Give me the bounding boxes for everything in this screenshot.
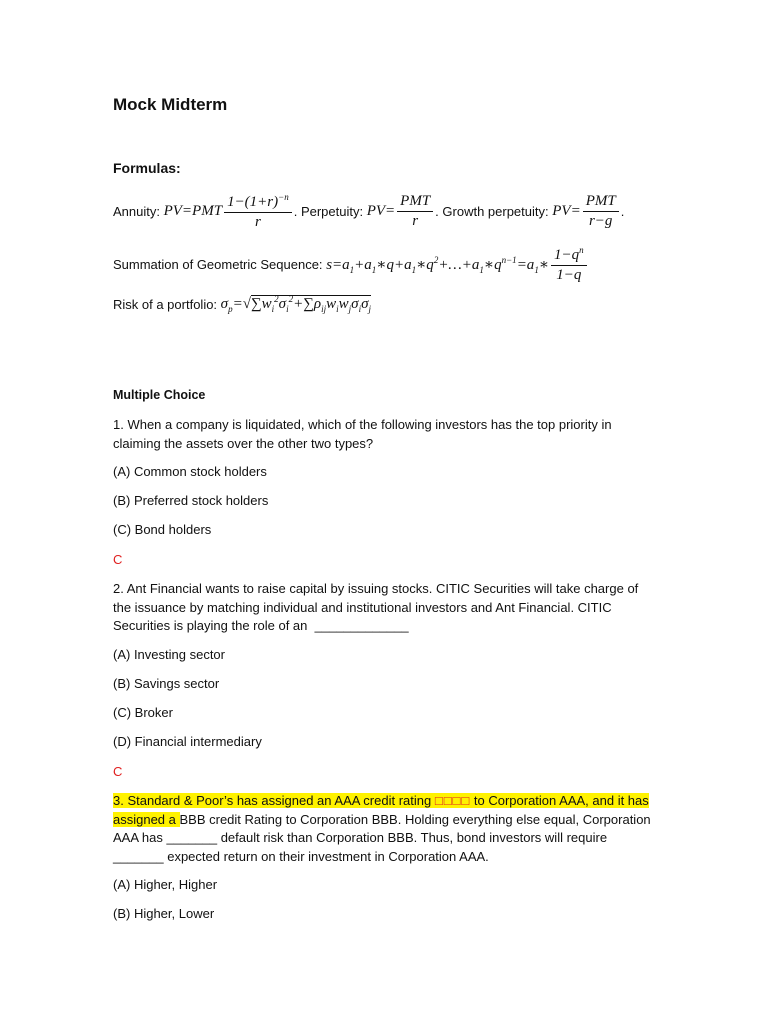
question-2 [113, 580, 658, 636]
multiple-choice-heading: Multiple Choice [113, 388, 206, 402]
q3-option-a: (A) Higher, Higher [113, 877, 218, 892]
page-title: Mock Midterm [113, 95, 228, 114]
growth-fraction: $\frac{\text{PMT}}{r-g}$ [583, 193, 619, 230]
q1-answer: C [113, 552, 123, 567]
geometric-label: Summation of Geometric Sequence: [113, 257, 323, 272]
geometric-formula: $s=a_1+a_1∗q+a_1∗q^2+\dots+a_1∗q^{n-1}=a_1∗$ [326, 254, 550, 275]
q2-answer: C [113, 764, 123, 779]
growth-perpetuity-label: . Growth perpetuity: [435, 204, 549, 219]
q2-option-c: (C) Broker [113, 705, 173, 720]
question-3-rest: BBB credit Rating to Corporation BBB. Holding everything else equal, Corporation AAA has _______ default risk than Corporation BBB. Thus, bond investors will require _______ expected return on their investment in Corporation AAA. [113, 811, 651, 864]
risk-label: Risk of a portfolio: [113, 296, 218, 312]
q2-option-a: (A) Investing sector [113, 647, 225, 662]
q2-option-b: (B) Savings sector [113, 676, 220, 691]
q3-option-b: (B) Higher, Lower [113, 906, 215, 921]
perpetuity-fraction: $\frac{\text{PMT}}{r}$ [397, 193, 433, 230]
q1-option-b: (B) Preferred stock holders [113, 493, 269, 508]
question-3 [113, 792, 658, 866]
risk-formula: $\sigma_p=√\sum w_i^2\sigma_i^2+\sum\rho_{ij}w_iw_j\sigma_i\sigma_j$ [220, 294, 372, 314]
question-3-highlight-2: to Corporation AAA, and it has assigned a [113, 793, 649, 827]
growth-formula: PV= [552, 203, 581, 219]
formula-risk-line [113, 294, 371, 314]
question-1: 1. When a company is liquidated, which of the following investors has the top priority in claiming the assets over the other two types? [113, 417, 612, 451]
q1-option-a: (A) Common stock holders [113, 464, 267, 479]
formulas-heading: Formulas: [113, 160, 181, 176]
formula-annuity-line: Annuity: PV=PMT $\frac{1-(1+r)^{-n}}{r}$ . Perpetuity: PV= $\frac{\text{PMT}}{r}$ . Growth perpetuity: PV= $\frac{\text{PMT}}{r-g}$ . [113, 192, 625, 230]
q2-option-d: (D) Financial intermediary [113, 734, 262, 749]
annuity-formula: PV=PMT [163, 203, 223, 219]
annuity-label: Annuity: [113, 204, 160, 219]
q1-option-c: (C) Bond holders [113, 522, 212, 537]
perpetuity-formula: PV= [366, 203, 396, 219]
question-3-boxed-chars: □□□□ [434, 793, 471, 808]
formula-geometric-line [113, 245, 589, 284]
perpetuity-label: . Perpetuity: [293, 204, 364, 219]
question-2-blank: _____________ [314, 618, 409, 633]
question-3-highlight-1: 3. Standard & Poor’s has assigned an AAA credit rating [113, 793, 435, 808]
geometric-fraction: $\frac{1-q^n}{1-q}$ [551, 245, 587, 284]
question-2-text: 2. Ant Financial wants to raise capital by issuing stocks. CITIC Securities will take charge of the issuance by matching individual and institutional investors and Ant Financial. CITIC Securities is playing the role of an [113, 581, 639, 633]
annuity-fraction: $\frac{1-(1+r)^{-n}}{r}$ [224, 192, 292, 231]
